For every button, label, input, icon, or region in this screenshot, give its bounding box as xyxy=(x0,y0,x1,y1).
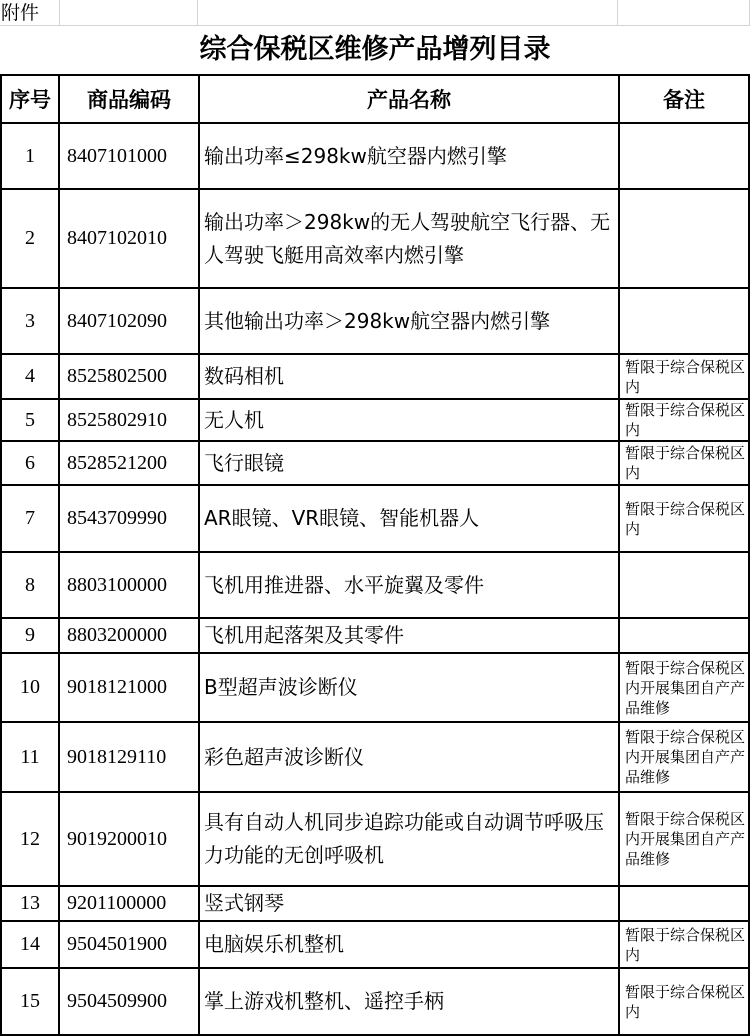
table-row xyxy=(1,792,749,886)
cell-index[interactable]: 1 xyxy=(1,123,59,189)
header-code[interactable]: 商品编码 xyxy=(59,75,199,123)
cell-remark[interactable] xyxy=(619,552,749,618)
cell-remark[interactable]: 暂限于综合保税区内开展集团自产产品维修 xyxy=(619,792,749,886)
table-row xyxy=(1,921,749,968)
cell-code[interactable]: 9019200010 xyxy=(59,792,199,886)
cell-name[interactable]: 竖式钢琴 xyxy=(199,886,619,921)
cell-code[interactable]: 8525802910 xyxy=(59,399,199,441)
table-header-row xyxy=(1,75,749,123)
cell-index[interactable]: 11 xyxy=(1,722,59,792)
cell-name[interactable]: 无人机 xyxy=(199,399,619,441)
cell-name[interactable]: 其他输出功率＞298kw航空器内燃引擎 xyxy=(199,288,619,354)
cell-name[interactable]: 彩色超声波诊断仪 xyxy=(199,722,619,792)
cell-index[interactable]: 7 xyxy=(1,485,59,552)
cell-remark[interactable]: 暂限于综合保税区内 xyxy=(619,968,749,1035)
table-row xyxy=(1,189,749,288)
table-row xyxy=(1,123,749,189)
table-row xyxy=(1,354,749,399)
cell-name[interactable]: 飞机用推进器、水平旋翼及零件 xyxy=(199,552,619,618)
cell-index[interactable]: 2 xyxy=(1,189,59,288)
cell-name[interactable]: AR眼镜、VR眼镜、智能机器人 xyxy=(199,485,619,552)
cell-index[interactable]: 4 xyxy=(1,354,59,399)
header-name[interactable]: 产品名称 xyxy=(199,75,619,123)
cell-index[interactable]: 8 xyxy=(1,552,59,618)
table-row xyxy=(1,722,749,792)
cell-index[interactable]: 5 xyxy=(1,399,59,441)
attachment-label[interactable]: 附件 xyxy=(0,0,60,26)
cell-index[interactable]: 15 xyxy=(1,968,59,1035)
table-row xyxy=(1,653,749,722)
cell-code[interactable]: 9201100000 xyxy=(59,886,199,921)
cell-name[interactable]: 掌上游戏机整机、遥控手柄 xyxy=(199,968,619,1035)
cell-code[interactable]: 8528521200 xyxy=(59,441,199,485)
cell-code[interactable]: 9018129110 xyxy=(59,722,199,792)
cell-index[interactable]: 6 xyxy=(1,441,59,485)
cell-index[interactable]: 3 xyxy=(1,288,59,354)
document-title: 综合保税区维修产品增列目录 xyxy=(199,34,551,65)
table-body xyxy=(1,123,749,1035)
cell-code[interactable]: 8803200000 xyxy=(59,618,199,653)
cell-name[interactable]: 飞机用起落架及其零件 xyxy=(199,618,619,653)
cell-code[interactable]: 9504501900 xyxy=(59,921,199,968)
cell-remark[interactable]: 暂限于综合保税区内 xyxy=(619,921,749,968)
cell-remark[interactable]: 暂限于综合保税区内开展集团自产产品维修 xyxy=(619,722,749,792)
cell-index[interactable]: 10 xyxy=(1,653,59,722)
cell-code[interactable]: 8803100000 xyxy=(59,552,199,618)
table-row xyxy=(1,485,749,552)
cell-name[interactable]: 具有自动人机同步追踪功能或自动调节呼吸压力功能的无创呼吸机 xyxy=(199,792,619,886)
cell-remark[interactable] xyxy=(619,123,749,189)
table-row xyxy=(1,441,749,485)
cell-remark[interactable] xyxy=(619,288,749,354)
cell-name[interactable]: 数码相机 xyxy=(199,354,619,399)
cell-code[interactable]: 9504509900 xyxy=(59,968,199,1035)
cell-remark[interactable]: 暂限于综合保税区内 xyxy=(619,354,749,399)
table-row xyxy=(1,618,749,653)
cell-name[interactable]: 输出功率＞298kw的无人驾驶航空飞行器、无人驾驶飞艇用高效率内燃引擎 xyxy=(199,189,619,288)
header-remark[interactable]: 备注 xyxy=(619,75,749,123)
table-row xyxy=(1,886,749,921)
table-row xyxy=(1,968,749,1035)
cell-name[interactable]: 输出功率≤298kw航空器内燃引擎 xyxy=(199,123,619,189)
cell-remark[interactable]: 暂限于综合保税区内 xyxy=(619,441,749,485)
cell-remark[interactable]: 暂限于综合保税区内 xyxy=(619,485,749,552)
cell-remark[interactable]: 暂限于综合保税区内 xyxy=(619,399,749,441)
cell-code[interactable]: 8407101000 xyxy=(59,123,199,189)
cell-code[interactable]: 8407102010 xyxy=(59,189,199,288)
cell-remark[interactable]: 暂限于综合保税区内开展集团自产产品维修 xyxy=(619,653,749,722)
empty-cell[interactable] xyxy=(60,0,198,26)
cell-index[interactable]: 14 xyxy=(1,921,59,968)
cell-index[interactable]: 12 xyxy=(1,792,59,886)
cell-index[interactable]: 13 xyxy=(1,886,59,921)
cell-code[interactable]: 8407102090 xyxy=(59,288,199,354)
cell-code[interactable]: 9018121000 xyxy=(59,653,199,722)
cell-code[interactable]: 8543709990 xyxy=(59,485,199,552)
cell-remark[interactable] xyxy=(619,886,749,921)
empty-cell[interactable] xyxy=(198,0,618,26)
table-row xyxy=(1,552,749,618)
cell-code[interactable]: 8525802500 xyxy=(59,354,199,399)
cell-name[interactable]: 飞行眼镜 xyxy=(199,441,619,485)
cell-remark[interactable] xyxy=(619,618,749,653)
table-row xyxy=(1,399,749,441)
cell-index[interactable]: 9 xyxy=(1,618,59,653)
header-index[interactable]: 序号 xyxy=(1,75,59,123)
cell-name[interactable]: B型超声波诊断仪 xyxy=(199,653,619,722)
cell-name[interactable]: 电脑娱乐机整机 xyxy=(199,921,619,968)
product-table xyxy=(0,74,750,1036)
cell-remark[interactable] xyxy=(619,189,749,288)
empty-cell[interactable] xyxy=(618,0,750,26)
table-row xyxy=(1,288,749,354)
